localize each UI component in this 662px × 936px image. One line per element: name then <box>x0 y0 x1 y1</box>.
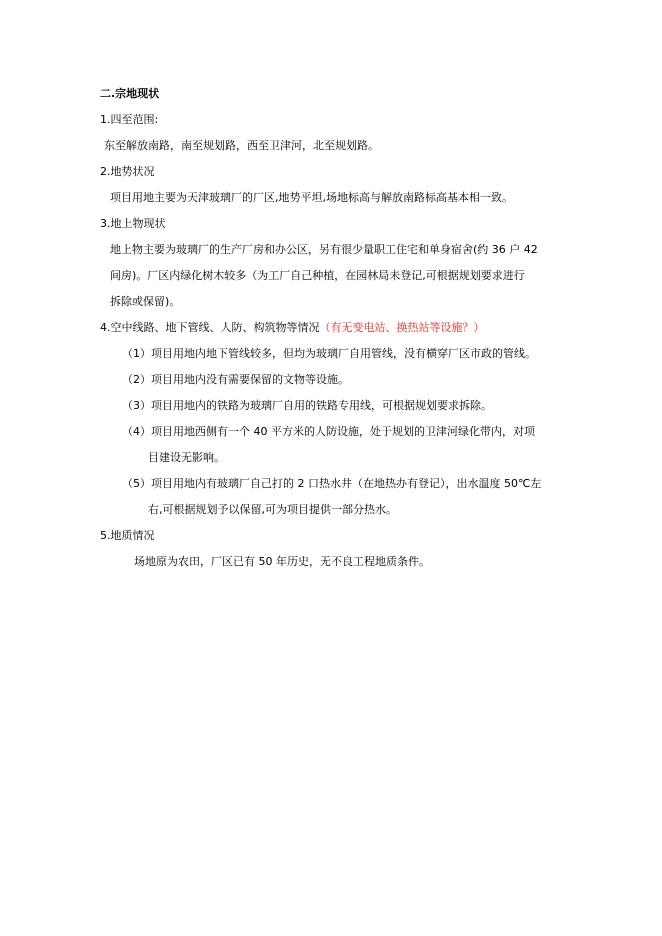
pipelines-heading-row <box>100 320 485 336</box>
pipelines-note: （有无变电站、换热站等设施？） <box>319 321 485 334</box>
structures-heading: 3.地上物现状 <box>100 217 166 230</box>
pipelines-subitem-1: （1）项目用地内地下管线较多，但均为玻璃厂自用管线，没有横穿厂区市政的管线。 <box>122 347 536 360</box>
geology-text: 场地原为农田，厂区已有 50 年历史，无不良工程地质条件。 <box>134 555 430 568</box>
pipelines-subitem-4-line-1: （4）项目用地西侧有一个 40 平方米的人防设施，处于规划的卫津河绿化带内，对项 <box>122 425 535 438</box>
pipelines-subitem-3: （3）项目用地内的铁路为玻璃厂自用的铁路专用线，可根据规划要求拆除。 <box>122 399 492 412</box>
structures-line-2: 间房)。厂区内绿化树木较多（为工厂自己种植，在园林局未登记,可根据规划要求进行 <box>110 269 525 282</box>
pipelines-subitem-5-line-2: 右,可根据规划予以保留,可为项目提供一部分热水。 <box>148 503 397 516</box>
terrain-text: 项目用地主要为天津玻璃厂的厂区,地势平坦,场地标高与解放南路标高基本相一致。 <box>110 191 513 204</box>
geology-heading: 5.地质情况 <box>100 529 155 542</box>
boundary-text: 东至解放南路，南至规划路，西至卫津河，北至规划路。 <box>104 139 379 152</box>
boundary-heading: 1.四至范围: <box>100 113 159 126</box>
terrain-heading: 2.地势状况 <box>100 165 155 178</box>
pipelines-subitem-2: （2）项目用地内没有需要保留的文物等设施。 <box>122 373 349 386</box>
section-title: 二.宗地现状 <box>100 87 160 100</box>
pipelines-heading: 4.空中线路、地下管线、人防、构筑物等情况 <box>100 321 320 334</box>
pipelines-subitem-5-line-1: （5）项目用地内有玻璃厂自己打的 2 口热水井（在地热办有登记），出水温度 50℃左 <box>122 477 542 490</box>
structures-line-3: 拆除或保留)。 <box>110 295 181 308</box>
structures-line-1: 地上物主要为玻璃厂的生产厂房和办公区，另有很少量职工住宅和单身宿舍(约 36 户 42 <box>110 243 538 256</box>
pipelines-subitem-4-line-2: 目建设无影响。 <box>148 451 225 464</box>
